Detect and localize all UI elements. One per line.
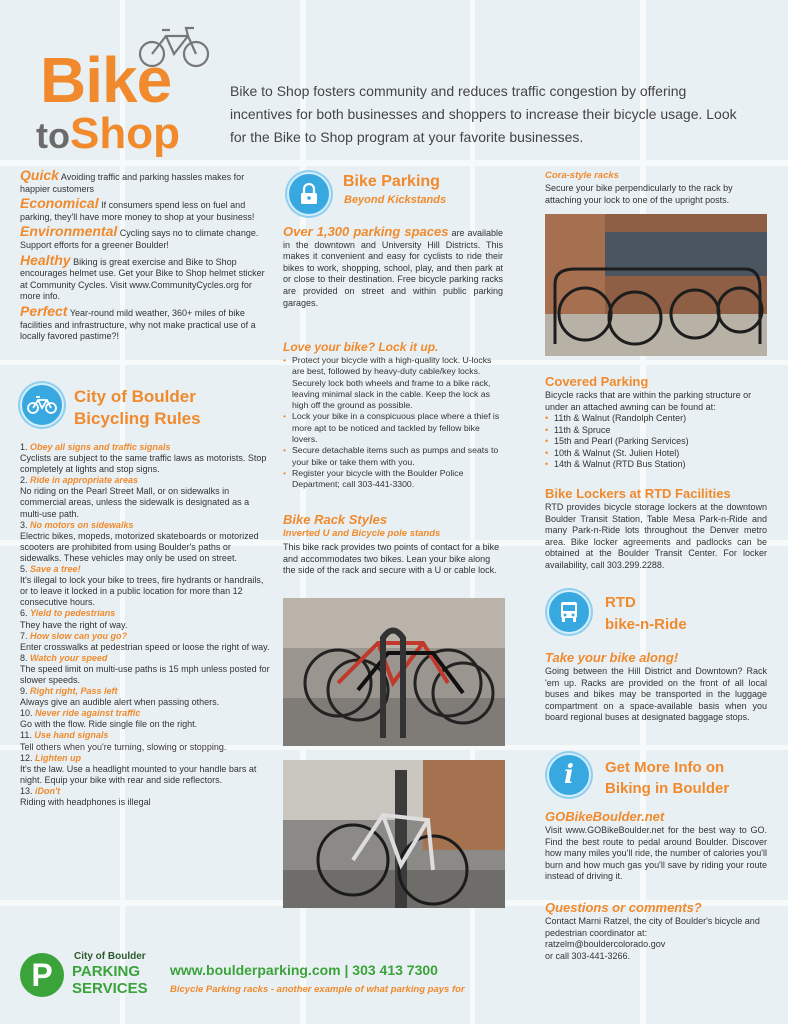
rule-item: 3. No motors on sidewalks Electric bikes, mopeds, motorized skateboards or motorized scooters are prohibited from using Boulder's paths or sidewalks. These vehicles may only be used on street.	[20, 519, 259, 563]
logo-shop-word: Shop	[69, 109, 180, 158]
pole-stand-photo	[283, 760, 505, 908]
rack-styles-heading: Bike Rack Styles	[283, 512, 388, 527]
questions-text: Contact Marni Ratzel, the city of Boulder's bicycle and pedestrian coordinator at: ratzelm@bouldercolorado.gov or call 303-441-3266.	[545, 916, 760, 961]
benefit-economical: Economical If consumers spend less on fuel and parking, they'll have more money to shop at your business!	[20, 195, 255, 222]
benefit-perfect: Perfect Year-round mild weather, 360+ miles of bike facilities and infrastructure, why not make practical use of a locally favored pastime?!	[20, 302, 256, 342]
logo-to-word: to	[36, 115, 70, 156]
lock-tip: • Protect your bicycle with a high-quality lock. U-locks are best, followed by heavy-duty cable/key locks. Securely lock both wheels and frame to a bike rack, leaving minimal slack in the cable. Keep the lock as high off the ground as possible.	[283, 355, 503, 411]
lock-tip: • Register your bicycle with the Boulder Police Department; call 303-441-3300.	[283, 468, 503, 491]
rule-item: 8. Watch your speed The speed limit on multi-use paths is 15 mph unless posted for slower speeds.	[20, 652, 270, 685]
rtd-heading: RTD bike-n-Ride	[605, 594, 687, 633]
take-bike-heading: Take your bike along!	[545, 650, 679, 665]
inverted-u-rack-photo	[283, 598, 505, 746]
rack-styles-sub: Inverted U and Bicycle pole stands	[283, 528, 441, 539]
footer-tagline: Bicycle Parking racks - another example of what parking pays for	[170, 984, 465, 995]
rules-list	[20, 442, 272, 808]
benefit-healthy: Healthy Biking is great exercise and Bike to Shop encourages helmet use. Get your Bike to Shop helmet sticker at Community Cycles. Visit www.CommunityCycles.org for more info.	[20, 251, 265, 302]
lock-tip: • Lock your bike in a conspicuous place where a thief is more apt to be noticed and tackled by fellow bike lovers.	[283, 411, 503, 445]
rule-item: 11. Use hand signals Tell others when you're turning, slowing or stopping.	[20, 730, 227, 752]
rule-item: 9. Right right, Pass left Always give an audible alert when passing others.	[20, 686, 220, 708]
logo-to-shop	[36, 109, 180, 166]
covered-location: • 14th & Walnut (RTD Bus Station)	[545, 459, 767, 471]
parking-badge: P	[20, 953, 64, 997]
intro-text: Bike to Shop fosters community and reduces traffic congestion by offering incentives for both businesses and shoppers to increase their bicycle usage. Look for the Bike to Shop program at your favorite businesses.	[230, 83, 737, 145]
rule-item: 12. Lighten up It's the law. Use a headlight mounted to your handle bars at night. Equip your bike with rear and side reflectors.	[20, 752, 257, 785]
lock-tip: • Secure detachable items such as pumps and seats to your bike or take them with you.	[283, 445, 503, 468]
rule-item: 6. Yield to pedestrians They have the right of way.	[20, 608, 128, 630]
rule-item: 5. Save a tree! It's illegal to lock your bike to trees, fire hydrants or handrails, or to leave it locked in a public location for more than 12 consecutive hours.	[20, 564, 264, 608]
covered-location: • 11th & Spruce	[545, 425, 767, 437]
lockers-text: RTD provides bicycle storage lockers at the downtown Boulder Transit Station, Table Mesa Park-n-Ride and many Park-n-Ride lots throughout the Denver metro area. Bike locker agreements and padlocks can be obtained at the Boulder Transit Center. For locker availability, call 303.299.2288.	[545, 502, 767, 570]
gobike-text: Visit www.GOBikeBoulder.net for the best way to GO. Find the best route to pedal around Boulder. Discover how many miles you'll ride, the number of calories you'll burn and how much gas you'll save by riding your route instead of driving it.	[545, 825, 767, 882]
bike-parking-heading: Bike Parking Beyond Kickstands	[343, 173, 447, 206]
rule-item: 7. How slow can you go? Enter crosswalks at pedestrian speed or loose the right of way.	[20, 630, 270, 652]
benefits-list	[20, 167, 272, 343]
parking-spaces-text: Over 1,300 parking spaces are available in the downtown and University Hill Districts. This makes it convenient and easy for cyclists to ride their bikes to work, shopping, school, play, and then park at or close to their destination. Free bicycle parking racks are provided on street and within public parking garages.	[283, 224, 503, 308]
bus-icon	[547, 590, 591, 634]
covered-location: • 15th and Pearl (Parking Services)	[545, 436, 767, 448]
bicycle-icon	[20, 383, 64, 427]
cora-heading: Cora-style racks	[545, 170, 619, 181]
rule-item: 1. Obey all signs and traffic signals Cyclists are subject to the same traffic laws as motorists. Stop completely at lights and stop signs.	[20, 442, 267, 475]
rules-heading: City of Boulder Bicycling Rules	[74, 387, 201, 428]
benefit-quick: Quick Avoiding traffic and parking hassles makes for happier customers	[20, 167, 245, 194]
rule-item: 10. Never ride against traffic Go with the flow. Ride single file on the right.	[20, 708, 198, 730]
covered-heading: Covered Parking	[545, 374, 649, 389]
rack-styles-text: This bike rack provides two points of contact for a bike and accommodates two bikes. Lean your bike along the side of the rack and secure with a U or cable lock.	[283, 542, 500, 576]
lock-tips-list	[283, 355, 503, 491]
take-bike-text: Going between the Hill District and Downtown? Rack 'em up. Racks are provided on the front of all local buses and bikes may be transported in the luggage compartment on a space-available basis when you board regional buses at designated baggage stops.	[545, 666, 767, 723]
lock-heading: Love your bike? Lock it up.	[283, 340, 439, 354]
benefit-environmental: Environmental Cycling says no to climate change. Support efforts for a greener Boulder!	[20, 223, 259, 250]
covered-location: • 10th & Walnut (St. Julien Hotel)	[545, 448, 767, 460]
cora-rack-photo	[545, 214, 767, 356]
cora-text: Secure your bike perpendicularly to the rack by attaching your lock to one of the upright posts.	[545, 183, 733, 205]
lockers-heading: Bike Lockers at RTD Facilities	[545, 486, 731, 501]
more-info-heading: Get More Info on Biking in Boulder	[605, 759, 730, 797]
gobike-heading: GOBikeBoulder.net	[545, 809, 665, 824]
covered-location: • 11th & Walnut (Randolph Center)	[545, 413, 767, 425]
covered-locations	[545, 413, 767, 471]
rule-item: 2. Ride in appropriate areas No riding on the Pearl Street Mall, or on sidewalks in commercial areas, unless the sidewalk is designated as a multi-use path.	[20, 475, 250, 519]
rule-item: 13. iDon't Riding with headphones is illegal	[20, 785, 151, 807]
parking-services-logo: City of Boulder PARKING SERVICES	[72, 951, 148, 997]
questions-heading: Questions or comments?	[545, 900, 702, 915]
footer-contact: www.boulderparking.com | 303 413 7300	[170, 962, 438, 978]
lock-icon	[287, 172, 331, 216]
logo-bike-word: Bike	[40, 44, 172, 116]
covered-text: Bicycle racks that are within the parking structure or under an attached awning can be found at:	[545, 390, 752, 412]
info-icon: i	[547, 753, 591, 797]
